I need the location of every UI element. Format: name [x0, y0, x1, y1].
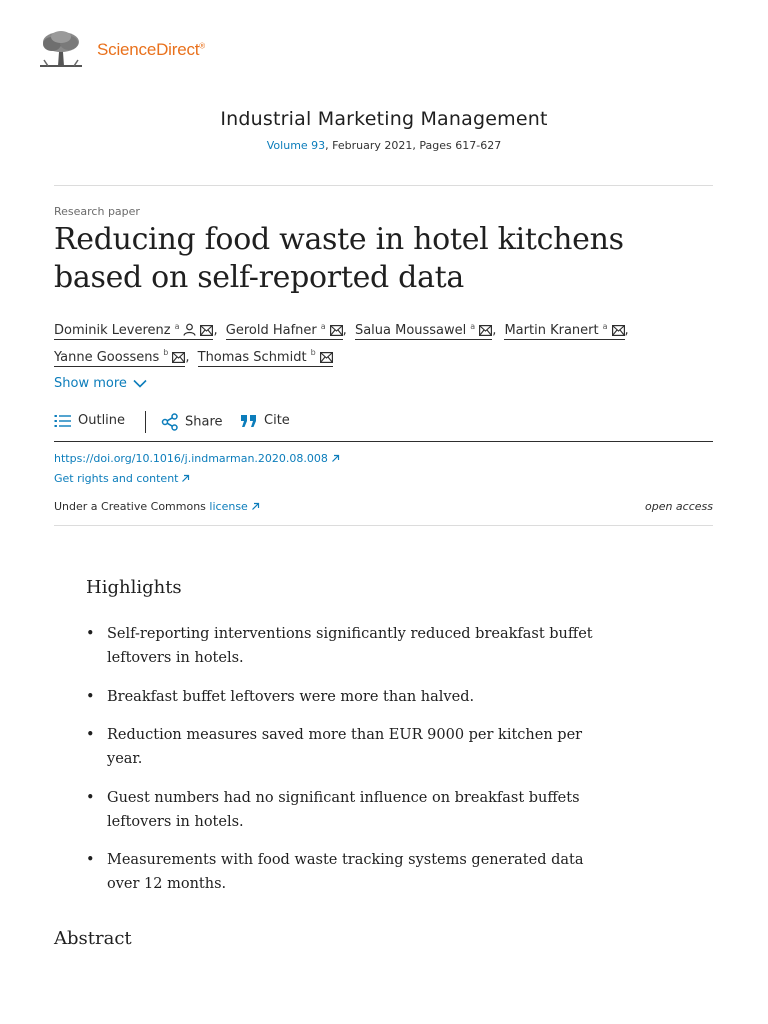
external-link-icon — [331, 454, 340, 463]
author-link[interactable]: Thomas Schmidt $^b$ — [198, 350, 333, 367]
sciencedirect-logo[interactable]: ScienceDirect® — [97, 40, 205, 59]
author-link[interactable]: Dominik Leverenz $^a$ — [54, 323, 213, 340]
list-item: • Breakfast buffet leftovers were more than halved. — [86, 685, 616, 709]
email-icon — [172, 352, 185, 363]
quote-icon — [240, 414, 258, 428]
list-item: • Measurements with food waste tracking systems generated data over 12 months. — [86, 848, 616, 896]
issue-info: Volume 93, February 2021, Pages 617-627 — [266, 139, 502, 152]
doi-link[interactable]: https://doi.org/10.1016/j.indmarman.2020.08.008 — [54, 452, 340, 465]
toolbar-separator — [145, 411, 146, 433]
highlights-heading: Highlights — [86, 577, 182, 598]
email-icon — [200, 325, 213, 336]
divider — [54, 185, 713, 186]
list-item: • Self-reporting interventions significantly reduced breakfast buffet leftovers in hotels. — [86, 622, 616, 670]
license-link[interactable]: license — [209, 500, 248, 513]
list-icon — [54, 414, 72, 428]
article-toolbar — [54, 409, 713, 442]
email-icon — [330, 325, 343, 336]
chevron-down-icon — [133, 379, 147, 388]
elsevier-tree-logo[interactable] — [38, 30, 84, 68]
list-item: • Guest numbers had no significant influence on breakfast buffets leftovers in hotels. — [86, 786, 616, 834]
external-link-icon — [251, 502, 260, 511]
author-link[interactable]: Martin Kranert $^a$ — [504, 323, 624, 340]
volume-link[interactable]: Volume 93 — [266, 139, 326, 152]
email-icon — [320, 352, 333, 363]
article-title: Reducing food waste in hotel kitchens based on self-reported data — [54, 222, 624, 295]
show-more-button[interactable]: Show more — [54, 376, 147, 391]
external-link-icon — [181, 474, 190, 483]
site-header — [0, 0, 768, 100]
abstract-heading: Abstract — [54, 928, 132, 949]
divider — [54, 525, 713, 526]
author-list: Dominik Leverenz $^a$ , Gerold Hafner $^a$ , Salua Moussawel $^a$ , Martin Kranert $^a$ , Yanne Goossens $^b$ , Thomas Schmidt $^b$ — [54, 322, 629, 365]
journal-title[interactable]: Industrial Marketing Management — [220, 108, 548, 130]
email-icon — [612, 325, 625, 336]
share-button[interactable]: Share — [161, 413, 223, 431]
author-link[interactable]: Gerold Hafner $^a$ — [226, 323, 343, 340]
rights-link[interactable]: Get rights and content — [54, 472, 190, 485]
person-icon — [183, 323, 196, 336]
author-link[interactable]: Yanne Goossens $^b$ — [54, 350, 185, 367]
list-item: • Reduction measures saved more than EUR 9000 per kitchen per year. — [86, 723, 616, 771]
open-access-label: open access — [644, 500, 713, 513]
email-icon — [479, 325, 492, 336]
article-type: Research paper — [54, 205, 140, 218]
author-link[interactable]: Salua Moussawel $^a$ — [355, 323, 492, 340]
outline-button[interactable]: Outline — [54, 413, 125, 428]
highlights-list — [86, 622, 616, 911]
share-icon — [161, 413, 179, 431]
license-info: Under a Creative Commons license — [54, 500, 260, 513]
cite-button[interactable]: Cite — [240, 413, 290, 428]
